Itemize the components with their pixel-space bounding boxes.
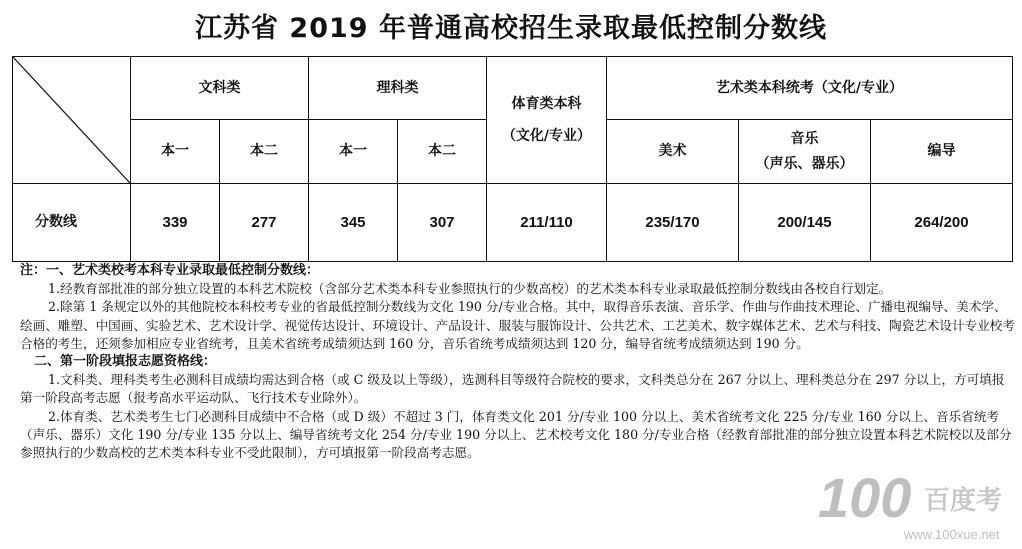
watermark-url: www.100xue.net [904, 527, 1000, 542]
subheader-director: 编导 [871, 120, 1013, 184]
score-sports: 211/110 [487, 184, 607, 262]
note-paragraph-2: 2.除第 1 条规定以外的其他院校本科校考专业的省最低控制分数线为文化 190 分/专业合格。其中，取得音乐表演、音乐学、作曲与作曲技术理论、广播电视编导、美术学、绘画、雕塑、中国画、实验艺术、艺术设计学、视觉传达设计、环境设计、产品设计、服装与服饰设计、公共艺术、工艺美术、数字媒体艺术、艺术与科技、陶瓷艺术设计专业校考合格的考生，还须参加相应专业省统考，且美术省统考成绩须达到 160 分，音乐省统考成绩须达到 120 分，编导省统考成绩须达到 190 分。 [20, 299, 1015, 351]
score-table [12, 56, 1013, 262]
subheader-music-line2: （声乐、器乐） [755, 155, 854, 172]
corner-diagonal-cell [13, 57, 131, 184]
score-music: 200/145 [739, 184, 871, 262]
header-arts: 文科类 [131, 57, 309, 120]
notes-heading-1: 注：一、艺术类校考本科专业录取最低控制分数线： [20, 263, 320, 278]
note-paragraph-3: 1.文科类、理科类考生必测科目成绩均需达到合格（或 C 级及以上等级），选测科目等级符合院校的要求，文科类总分在 267 分以上、理科类总分在 297 分以上，方可填报第一阶段高考志愿（报考高水平运动队、飞行技术专业除外）。 [20, 372, 1005, 406]
subheader-sci-b2: 本二 [398, 120, 487, 184]
subheader-fine-art: 美术 [607, 120, 739, 184]
subheader-arts-b1: 本一 [131, 120, 220, 184]
watermark-brand: 100 [818, 466, 912, 529]
note-paragraph-1: 1.经教育部批准的部分独立设置的本科艺术院校（含部分艺术类本科专业参照执行的少数高校）的艺术类本科专业录取最低控制分数线由各校自行划定。 [48, 281, 892, 297]
score-sci-b1: 345 [309, 184, 398, 262]
notes-heading-2: 二、第一阶段填报志愿资格线： [34, 354, 217, 370]
subheader-music-line1: 音乐 [790, 131, 819, 148]
header-art-exam: 艺术类本科统考（文化/专业） [607, 57, 1013, 120]
subheader-sci-b1: 本一 [309, 120, 398, 184]
row-label-score-line: 分数线 [13, 184, 131, 262]
score-sci-b2: 307 [398, 184, 487, 262]
subheader-music [739, 120, 871, 184]
score-fine-art: 235/170 [607, 184, 739, 262]
header-sports-line2: （文化/专业） [501, 128, 592, 144]
score-arts-b2: 277 [220, 184, 309, 262]
header-sports-line1: 体育类本科 [511, 95, 582, 112]
score-director: 264/200 [871, 184, 1013, 262]
diagonal-line [13, 57, 130, 183]
header-sports [487, 57, 607, 184]
notes-section [20, 262, 1016, 462]
header-science: 理科类 [309, 57, 487, 120]
page-title: 江苏省 2019 年普通高校招生录取最低控制分数线 [195, 13, 827, 44]
score-arts-b1: 339 [131, 184, 220, 262]
watermark-brand-cn: 百度考 [924, 486, 1003, 516]
watermark-logo [812, 459, 1012, 545]
note-paragraph-4: 2.体育类、艺术类考生七门必测科目成绩中不合格（或 D 级）不超过 3 门，体育类文化 201 分/专业 100 分以上、美术省统考文化 225 分/专业 160 分以上、音乐省统考（声乐、器乐）文化 190 分/专业 135 分以上、编导省统考文化 254 分/专业 190 分以上、艺术校考文化 180 分/专业合格（经教育部批准的部分独立设置本科艺术院校以及部分参照执行的少数高校的艺术类本科专业不受此限制），方可填报第一阶段高考志愿。 [20, 408, 1012, 461]
subheader-arts-b2: 本二 [220, 120, 309, 184]
